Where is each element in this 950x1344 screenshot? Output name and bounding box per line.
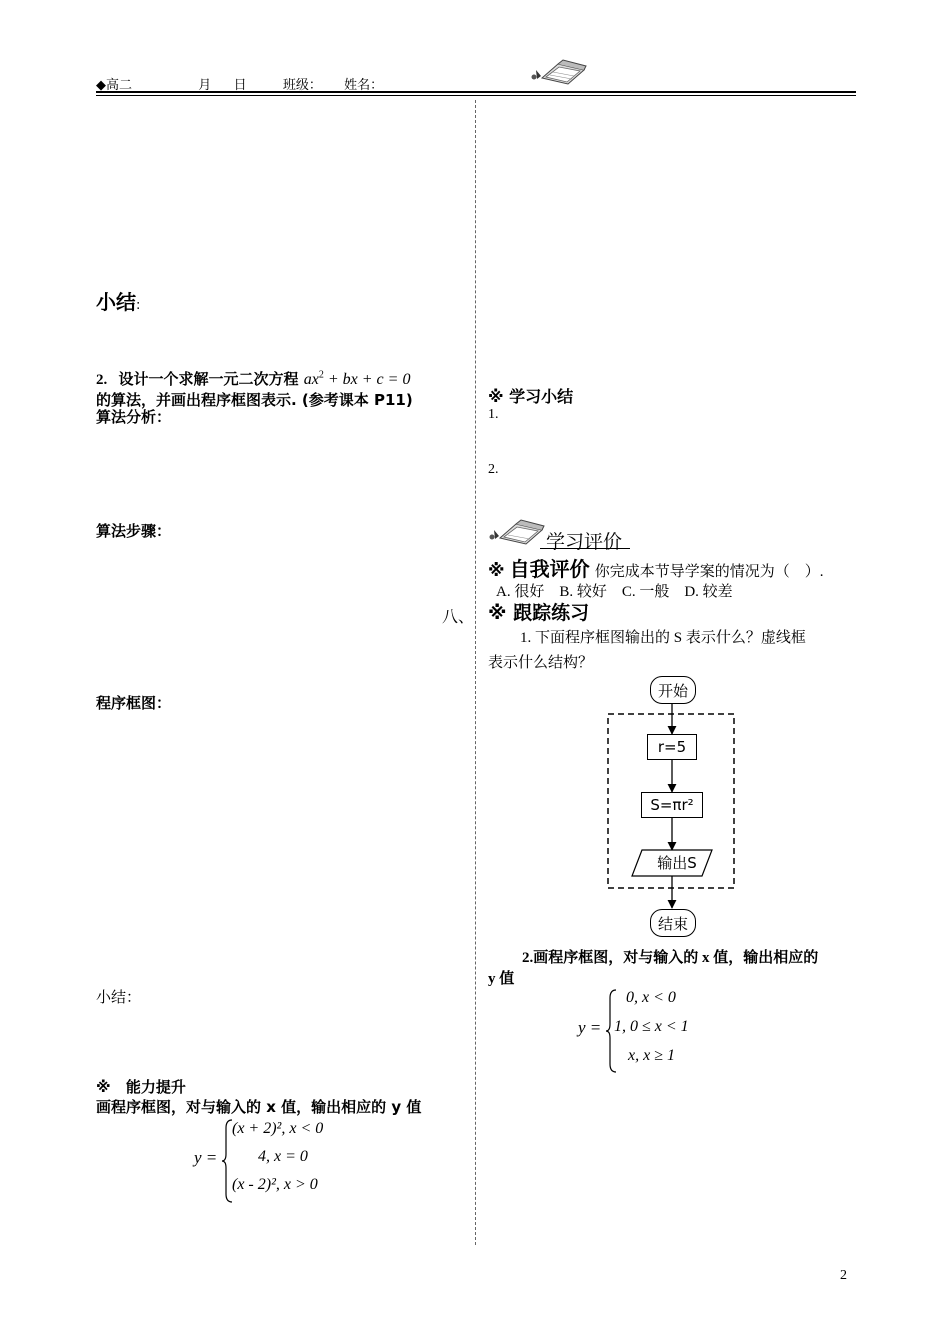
analysis-label: 算法分析：	[96, 408, 172, 426]
left-piecewise-lhs: y =	[194, 1148, 218, 1167]
question-2-line1	[96, 368, 410, 389]
flowchart-output: 输出S	[657, 854, 697, 872]
track-q2-line2: y 值	[488, 971, 515, 987]
equation-rest: + bx + c = 0	[327, 371, 411, 388]
track-title: ※ 跟踪练习	[488, 602, 590, 624]
right-piecewise-row-1: 0, x < 0	[626, 989, 676, 1006]
question-2-text: 设计一个求解一元二次方程	[118, 370, 299, 388]
header-rule-thick	[96, 91, 856, 93]
book-eval-icon	[486, 516, 546, 546]
summary-heading-text: 小结	[96, 290, 136, 314]
left-piecewise-row-2: 4, x = 0	[258, 1148, 308, 1165]
study-summary-item-1: 1.	[488, 407, 499, 422]
column-divider	[475, 100, 476, 1245]
ability-mark: ※	[96, 1078, 111, 1096]
ability-title: 能力提升	[125, 1078, 186, 1096]
self-eval-title: 自我评价	[509, 557, 590, 581]
question-2-line2: 的算法，并画出程序框图表示. (参考课本 P11)	[96, 391, 413, 409]
flowchart-assign-s-text: S=πr²	[650, 796, 694, 814]
section-eight: 八、	[442, 607, 475, 626]
page-number: 2	[840, 1268, 847, 1283]
header-rule-thin	[96, 95, 856, 96]
flowchart-assign-s	[641, 792, 703, 818]
self-eval-line	[488, 553, 823, 582]
left-piecewise-row-3: (x - 2)², x > 0	[232, 1176, 318, 1193]
flowchart-end: 结束	[650, 909, 696, 937]
track-q1-line1: 1. 下面程序框图输出的 S 表示什么？虚线框	[520, 630, 806, 646]
equation-sup: 2	[318, 369, 324, 381]
equation-ax: ax	[303, 371, 319, 388]
question-2-number: 2.	[96, 372, 108, 388]
steps-label: 算法步骤：	[96, 522, 172, 540]
header-month: 月	[198, 78, 212, 93]
right-piecewise-row-3: x, x ≥ 1	[628, 1047, 675, 1064]
track-q2-line1: 2.画程序框图，对与输入的 x 值，输出相应的	[522, 950, 819, 966]
track-q1-line2: 表示什么结构？	[488, 655, 594, 671]
summary-2: 小结：	[96, 988, 142, 1006]
header-name-label: 姓名：	[344, 78, 384, 93]
book-logo-icon	[528, 56, 588, 86]
study-summary-item-2: 2.	[488, 462, 499, 477]
flowchart-label: 程序框图：	[96, 694, 172, 712]
summary-heading	[96, 286, 140, 315]
header-grade: ◆高二	[96, 78, 132, 93]
left-piecewise-row-1: (x + 2)², x < 0	[232, 1120, 324, 1137]
self-eval-mark: ※	[488, 561, 505, 581]
right-piecewise-lhs: y =	[578, 1018, 602, 1037]
flowchart-start: 开始	[650, 676, 696, 704]
self-eval-options: A. 很好 B. 较好 C. 一般 D. 较差	[496, 584, 733, 600]
ability-heading	[96, 1076, 186, 1097]
ability-task: 画程序框图，对与输入的 x 值，输出相应的 y 值	[96, 1098, 422, 1116]
study-summary-heading: ※ 学习小结	[488, 387, 574, 406]
flowchart-assign-r: r=5	[647, 734, 697, 760]
header-class-label: 班级：	[282, 78, 322, 93]
eval-title: 学习评价	[546, 531, 623, 553]
eval-underline	[540, 548, 630, 549]
right-piecewise-row-2: 1, 0 ≤ x < 1	[614, 1018, 689, 1035]
self-eval-text: 你完成本节导学案的情况为（ ）.	[594, 564, 824, 580]
header-day: 日	[233, 78, 247, 93]
summary-heading-colon: :	[136, 298, 141, 313]
